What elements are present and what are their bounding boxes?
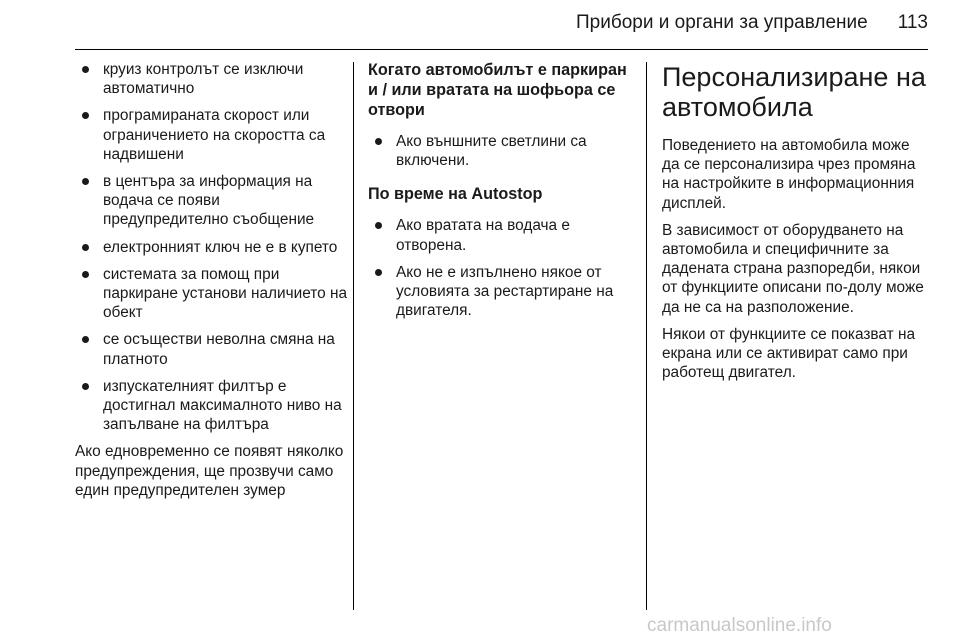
column-divider-2 — [646, 62, 647, 610]
page-header — [75, 12, 928, 34]
bullet-icon — [375, 138, 382, 145]
body-paragraph: Някои от функциите се показват на екрана или се активират само при работещ двигател. — [662, 325, 916, 382]
parked-heading: Когато автомобилът е паркиран и / или вратата на шофьора се отвори — [368, 61, 627, 119]
list-item: изпускателният филтър е достигнал максималното ниво на запълване на филтъра — [75, 377, 348, 435]
list-item: Ако външните светлини са включени. — [368, 132, 636, 170]
list-item: се осъществи неволна смяна на платното — [75, 330, 348, 368]
autostop-conditions-list — [368, 216, 636, 320]
column-3 — [662, 60, 928, 390]
list-item: в центъра за информация на водача се появи предупредително съобщение — [75, 172, 348, 230]
body-paragraph: В зависимост от оборудването на автомобила и специфичните за дадената страна разпоредби, някои от функциите описани по-долу може да не са на разположение. — [662, 221, 924, 316]
list-item: системата за помощ при паркиране установи наличието на обект — [75, 265, 348, 323]
list-item: електронният ключ не е в купето — [75, 238, 348, 257]
bullet-icon — [82, 178, 89, 185]
autostop-heading: По време на Autostop — [368, 185, 543, 204]
bullet-icon — [82, 66, 89, 73]
list-item: круиз контролът се изключи автоматично — [75, 60, 348, 98]
bullet-icon — [82, 112, 89, 119]
column-1 — [75, 60, 348, 508]
header-rule — [75, 49, 928, 50]
bullet-icon — [82, 244, 89, 251]
personalization-heading: Персонализиране на автомобила — [662, 62, 926, 122]
list-item: Ако вратата на водача е отворена. — [368, 216, 636, 254]
body-paragraph: Поведението на автомобила може да се персонализира чрез промяна на настройките в информационния дисплей. — [662, 137, 916, 212]
column-2 — [368, 60, 636, 328]
bullet-icon — [82, 383, 89, 390]
buzzer-paragraph: Ако едновременно се появят няколко предупреждения, ще прозвучи само един предупредителен зумер — [75, 443, 344, 499]
list-item: програмираната скорост или ограничението на скоростта са надвишени — [75, 106, 348, 164]
list-item: Ако не е изпълнено някое от условията за рестартиране на двигателя. — [368, 263, 636, 321]
watermark: carmanualsonline.info — [647, 615, 832, 636]
bullet-icon — [375, 222, 382, 229]
warning-conditions-list — [75, 60, 348, 434]
page-number: 113 — [897, 12, 928, 33]
parked-conditions-list — [368, 132, 636, 170]
column-divider-1 — [353, 62, 354, 610]
bullet-icon — [82, 271, 89, 278]
bullet-icon — [375, 269, 382, 276]
section-title: Прибори и органи за управление — [576, 12, 868, 33]
bullet-icon — [82, 336, 89, 343]
